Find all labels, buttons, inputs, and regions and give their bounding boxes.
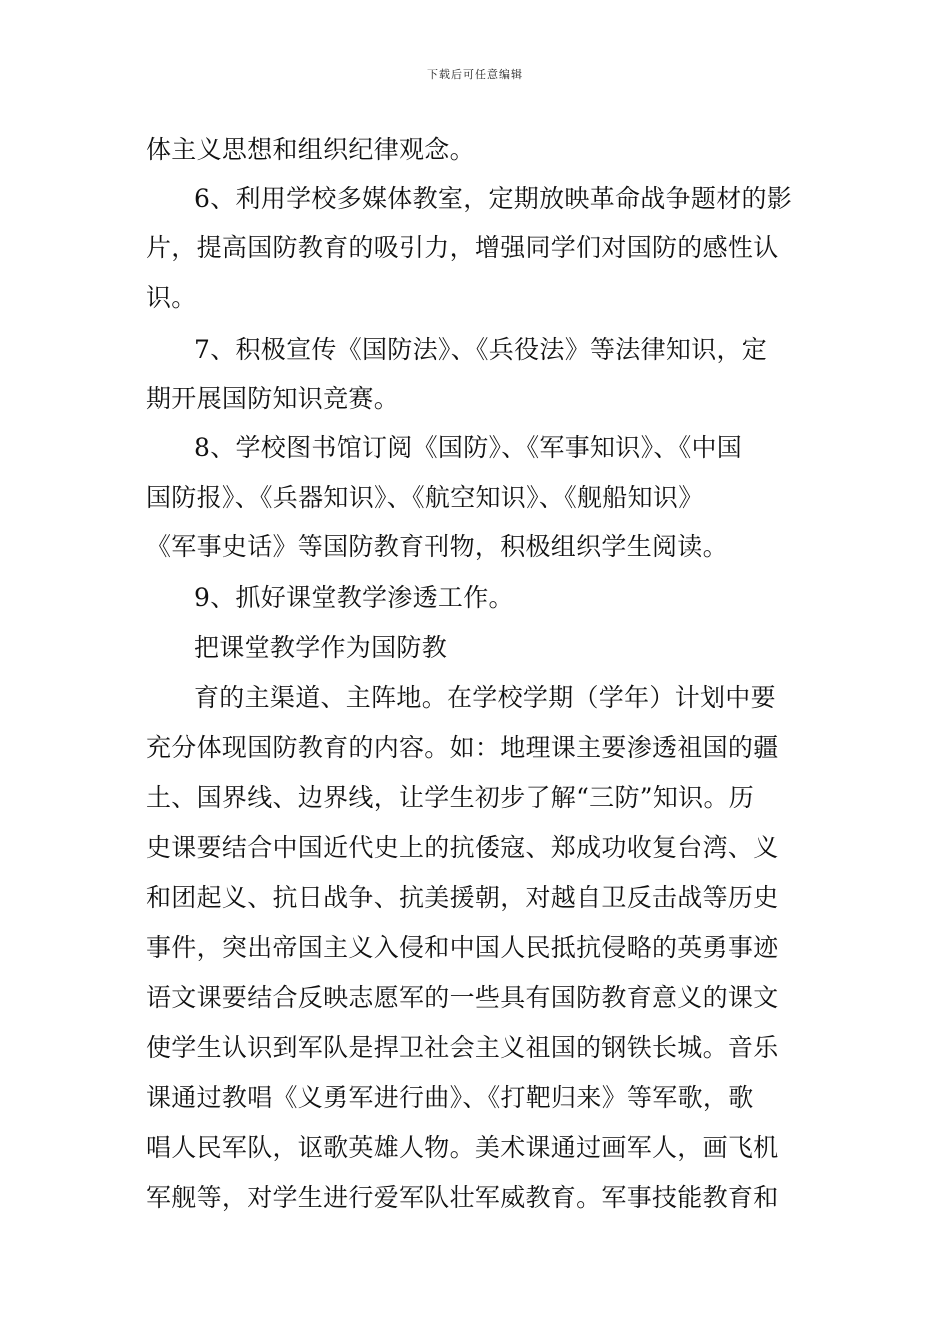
text-line: 课通过教唱《义勇军进行曲》、《打靶归来》等军歌，歌 (146, 1083, 754, 1112)
text-line: 《军事史话》等国防教育刊物，积极组织学生阅读。 (146, 532, 728, 561)
text-line: 军舰等，对学生进行爱军队壮军威教育。军事技能教育和 (146, 1183, 779, 1212)
text-line: 土、国界线、边界线，让学生初步了解“三防”知识。历 (146, 783, 755, 812)
text-line: 史课要结合中国近代史上的抗倭寇、郑成功收复台湾、义 (146, 833, 779, 862)
text-line: 片，提高国防教育的吸引力，增强同学们对国防的感性认 (146, 233, 779, 262)
text-line: 把课堂教学作为国防教 (194, 633, 448, 662)
text-line: 语文课要结合反映志愿军的一些具有国防教育意义的课文 (146, 983, 779, 1012)
text-line: 体主义思想和组织纪律观念。 (146, 135, 475, 164)
text-line: 充分体现国防教育的内容。如：地理课主要渗透祖国的疆 (146, 733, 779, 762)
text-line: 6、利用学校多媒体教室，定期放映革命战争题材的影 (194, 184, 793, 213)
text-line: 期开展国防知识竞赛。 (146, 384, 400, 413)
text-line: 国防报》、《兵器知识》、《航空知识》、《舰船知识》 (146, 483, 704, 512)
text-line: 唱人民军队，讴歌英雄人物。美术课通过画军人，画飞机 (146, 1133, 779, 1162)
text-line: 使学生认识到军队是捍卫社会主义祖国的钢铁长城。音乐 (146, 1033, 779, 1062)
text-line: 事件，突出帝国主义入侵和中国人民抵抗侵略的英勇事迹 (146, 933, 779, 962)
text-line: 9、抓好课堂教学渗透工作。 (194, 583, 514, 612)
text-line: 8、学校图书馆订阅《国防》、《军事知识》、《中国 (194, 433, 743, 462)
page-header-note: 下载后可任意编辑 (427, 68, 523, 81)
text-line: 识。 (146, 283, 197, 312)
text-line: 7、积极宣传《国防法》、《兵役法》等法律知识，定 (194, 335, 768, 364)
text-line: 育的主渠道、主阵地。在学校学期（学年）计划中要 (194, 683, 776, 712)
text-line: 和团起义、抗日战争、抗美援朝，对越自卫反击战等历史 (146, 883, 779, 912)
